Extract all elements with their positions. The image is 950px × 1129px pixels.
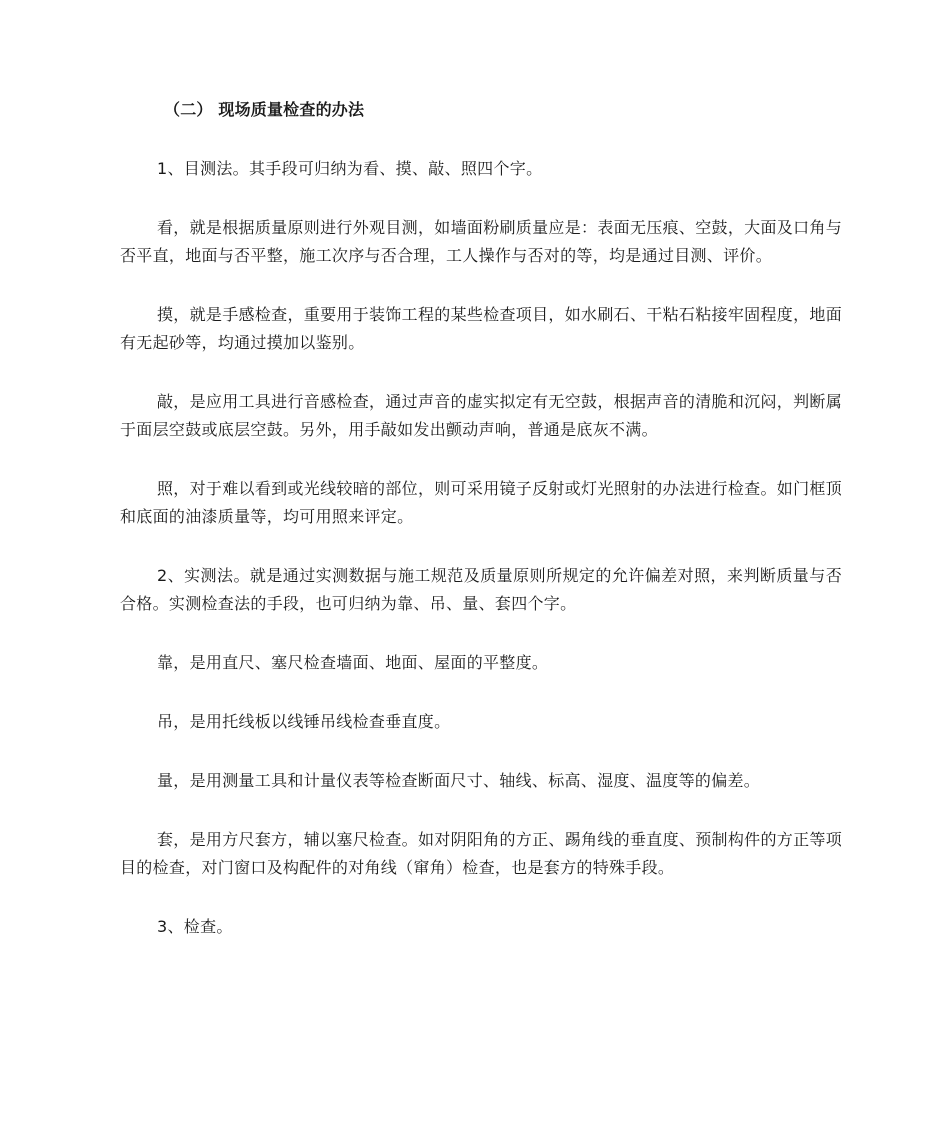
paragraph-visual-inspection: 1、目测法。其手段可归纳为看、摸、敲、照四个字。 [157, 159, 543, 178]
paragraph-measure: 量，是用测量工具和计量仪表等检查断面尺寸、轴线、标高、湿度、温度等的偏差。 [157, 771, 761, 790]
paragraph-hang: 吊，是用托线板以线锤吊线检查垂直度。 [157, 712, 451, 731]
paragraph-inspection: 3、检查。 [157, 917, 233, 936]
paragraph-measurement-method: 2、实测法。就是通过实测数据与施工规范及质量原则所规定的允许偏差对照，来判断质量与否合格。实测检查法的手段，也可归纳为靠、吊、量、套四个字。 [120, 566, 842, 613]
section-heading: （二） 现场质量检查的办法 [164, 100, 365, 119]
paragraph-look: 看，就是根据质量原则进行外观目测，如墙面粉刷质量应是：表面无压痕、空鼓，大面及口角与否平直，地面与否平整，施工次序与否合理，工人操作与否对的等，均是通过目测、评价。 [120, 218, 842, 265]
document-body [120, 96, 842, 972]
paragraph-square: 套，是用方尺套方，辅以塞尺检查。如对阴阳角的方正、踢角线的垂直度、预制构件的方正等项目的检查，对门窗口及构配件的对角线（窜角）检查，也是套方的特殊手段。 [120, 830, 842, 877]
paragraph-knock: 敲，是应用工具进行音感检查，通过声音的虚实拟定有无空鼓，根据声音的清脆和沉闷，判断属于面层空鼓或底层空鼓。另外，用手敲如发出颤动声响，普通是底灰不满。 [120, 392, 842, 439]
paragraph-illuminate: 照，对于难以看到或光线较暗的部位，则可采用镜子反射或灯光照射的办法进行检查。如门框顶和底面的油漆质量等，均可用照来评定。 [120, 479, 842, 526]
paragraph-touch: 摸，就是手感检查，重要用于装饰工程的某些检查项目，如水刷石、干粘石粘接牢固程度，地面有无起砂等，均通过摸加以鉴别。 [120, 305, 842, 352]
paragraph-lean: 靠，是用直尺、塞尺检查墙面、地面、屋面的平整度。 [157, 653, 549, 672]
